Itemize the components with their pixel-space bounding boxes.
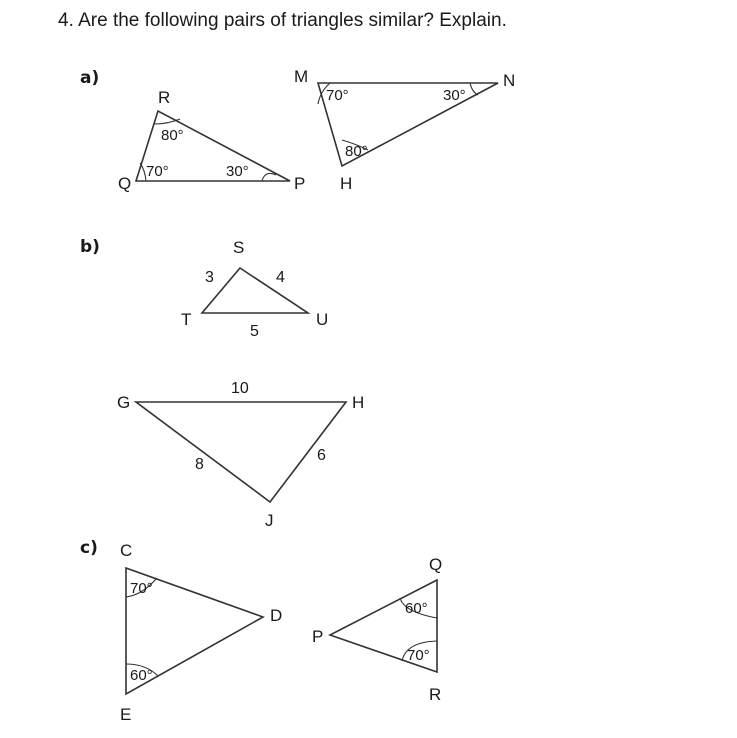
triangle-stu-outline bbox=[202, 268, 308, 313]
side-su-length: 4 bbox=[276, 269, 285, 286]
angle-r2-value: 70° bbox=[407, 647, 430, 664]
vertex-u-label: U bbox=[316, 310, 329, 329]
vertex-t-label: T bbox=[181, 310, 192, 329]
side-gj-length: 8 bbox=[195, 456, 204, 473]
angle-r-value: 80° bbox=[161, 127, 184, 144]
vertex-p-label: P bbox=[294, 174, 306, 193]
vertex-p2-label: P bbox=[312, 627, 324, 646]
angle-n-arc bbox=[470, 83, 478, 95]
side-hj-length: 6 bbox=[317, 447, 326, 464]
triangle-mnh bbox=[294, 67, 515, 193]
triangle-stu bbox=[181, 238, 328, 340]
triangle-qpr bbox=[312, 555, 442, 704]
vertex-r2-label: R bbox=[429, 685, 442, 704]
side-st-length: 3 bbox=[205, 269, 214, 286]
angle-p-value: 30° bbox=[226, 163, 249, 180]
vertex-s-label: S bbox=[233, 238, 245, 257]
side-gh-length: 10 bbox=[231, 380, 249, 397]
part-b-label: b) bbox=[80, 237, 100, 257]
triangle-cde bbox=[120, 541, 282, 724]
vertex-r-label: R bbox=[158, 88, 171, 107]
triangle-ghj bbox=[117, 380, 364, 530]
triangle-qrp bbox=[118, 88, 305, 193]
angle-h-value: 80° bbox=[345, 143, 368, 160]
vertex-e-label: E bbox=[120, 705, 132, 724]
side-tu-length: 5 bbox=[250, 323, 259, 340]
vertex-c-label: C bbox=[120, 541, 133, 560]
angle-m-value: 70° bbox=[326, 87, 349, 104]
question-number: 4. bbox=[58, 10, 74, 31]
question-text: Are the following pairs of triangles similar? Explain. bbox=[78, 10, 507, 31]
vertex-d-label: D bbox=[270, 606, 283, 625]
vertex-m-label: M bbox=[294, 67, 309, 86]
part-c-label: c) bbox=[80, 538, 98, 558]
angle-q-value: 70° bbox=[146, 163, 169, 180]
angle-e-value: 60° bbox=[130, 667, 153, 684]
angle-n-value: 30° bbox=[443, 87, 466, 104]
vertex-q2-label: Q bbox=[429, 555, 443, 574]
part-a-label: a) bbox=[80, 68, 100, 88]
angle-c-value: 70° bbox=[130, 580, 153, 597]
vertex-h-label: H bbox=[340, 174, 353, 193]
vertex-j-label: J bbox=[265, 511, 274, 530]
angle-p-arc bbox=[262, 173, 276, 181]
vertex-q-label: Q bbox=[118, 174, 132, 193]
angle-q2-value: 60° bbox=[405, 600, 428, 617]
vertex-g-label: G bbox=[117, 393, 131, 412]
vertex-h2-label: H bbox=[352, 393, 365, 412]
vertex-n-label: N bbox=[503, 71, 516, 90]
triangle-ghj-outline bbox=[136, 402, 346, 502]
